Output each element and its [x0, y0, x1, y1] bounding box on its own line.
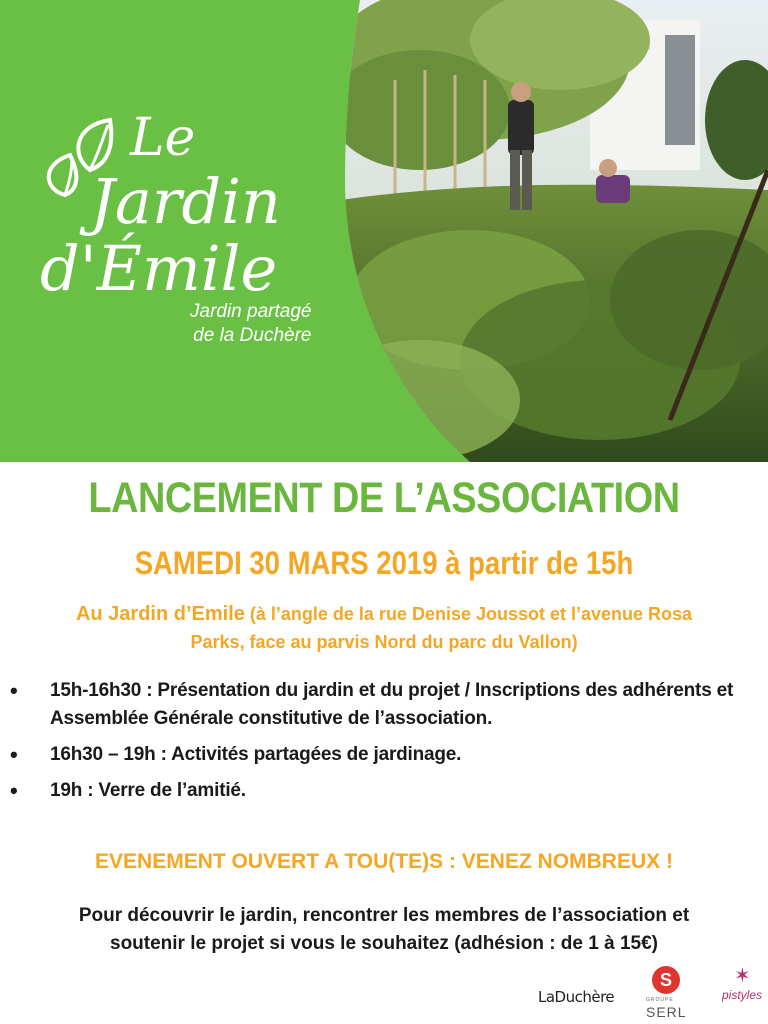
la-duchere-logo: LaDuchère: [538, 988, 615, 1006]
bullet-icon: •: [10, 778, 18, 803]
logo-subtitle-line1: Jardin partagé: [190, 301, 312, 322]
svg-text:Jardin: Jardin: [90, 165, 281, 238]
serl-logo-icon: S: [652, 966, 680, 994]
svg-text:d'Émile: d'Émile: [40, 232, 278, 305]
closing-text: [20, 902, 748, 958]
bullet-icon: •: [10, 742, 18, 767]
location-name: Au Jardin d’Emile: [75, 603, 245, 625]
open-event-banner: EVENEMENT OUVERT A TOU(TE)S : VENEZ NOMBREUX !: [95, 850, 673, 873]
header-banner: [0, 0, 768, 462]
closing-line-2: soutenir le projet si vous le souhaitez (adhésion : de 1 à 15€): [110, 933, 658, 954]
serl-group-label: GROUPE: [646, 997, 674, 1003]
logo-subtitle-line2: de la Duchère: [193, 325, 312, 346]
logo: [30, 95, 350, 365]
schedule-text: : Activités partagées de jardinage.: [155, 744, 462, 765]
logo-subtitle: [190, 300, 311, 348]
bullet-icon: •: [10, 678, 18, 703]
schedule-text: : Présentation du jardin et du projet / Inscriptions des adhérents et Assemblée Générale constitutive de l’association.: [50, 680, 734, 729]
schedule-item: [10, 777, 760, 805]
schedule-time: 19h: [50, 780, 83, 801]
schedule-time: 15h-16h30: [50, 680, 142, 701]
closing-line-1: Pour découvrir le jardin, rencontrer les membres de l’association et: [78, 905, 690, 926]
page-title: LANCEMENT DE L’ASSOCIATION: [88, 474, 680, 522]
serl-logo: SERL: [646, 1004, 687, 1020]
event-date: SAMEDI 30 MARS 2019 à partir de 15h: [134, 545, 634, 581]
schedule-time: 16h30 – 19h: [50, 744, 156, 765]
location-detail-1: (à l’angle de la rue Denise Joussot et l’avenue Rosa: [244, 604, 693, 624]
pistyles-logo: pistyles: [722, 988, 763, 1002]
pistyles-star-icon: ✶: [734, 965, 751, 987]
schedule-list: [10, 677, 760, 813]
schedule-item: [10, 741, 760, 769]
schedule-item: [10, 677, 760, 733]
logo-lettering: [30, 95, 350, 325]
svg-text:Le: Le: [130, 108, 196, 168]
partner-logos: [530, 962, 768, 1024]
event-location: [24, 600, 744, 656]
location-detail-2: Parks, face au parvis Nord du parc du Vallon): [190, 632, 578, 652]
schedule-text: : Verre de l’amitié.: [82, 780, 246, 801]
